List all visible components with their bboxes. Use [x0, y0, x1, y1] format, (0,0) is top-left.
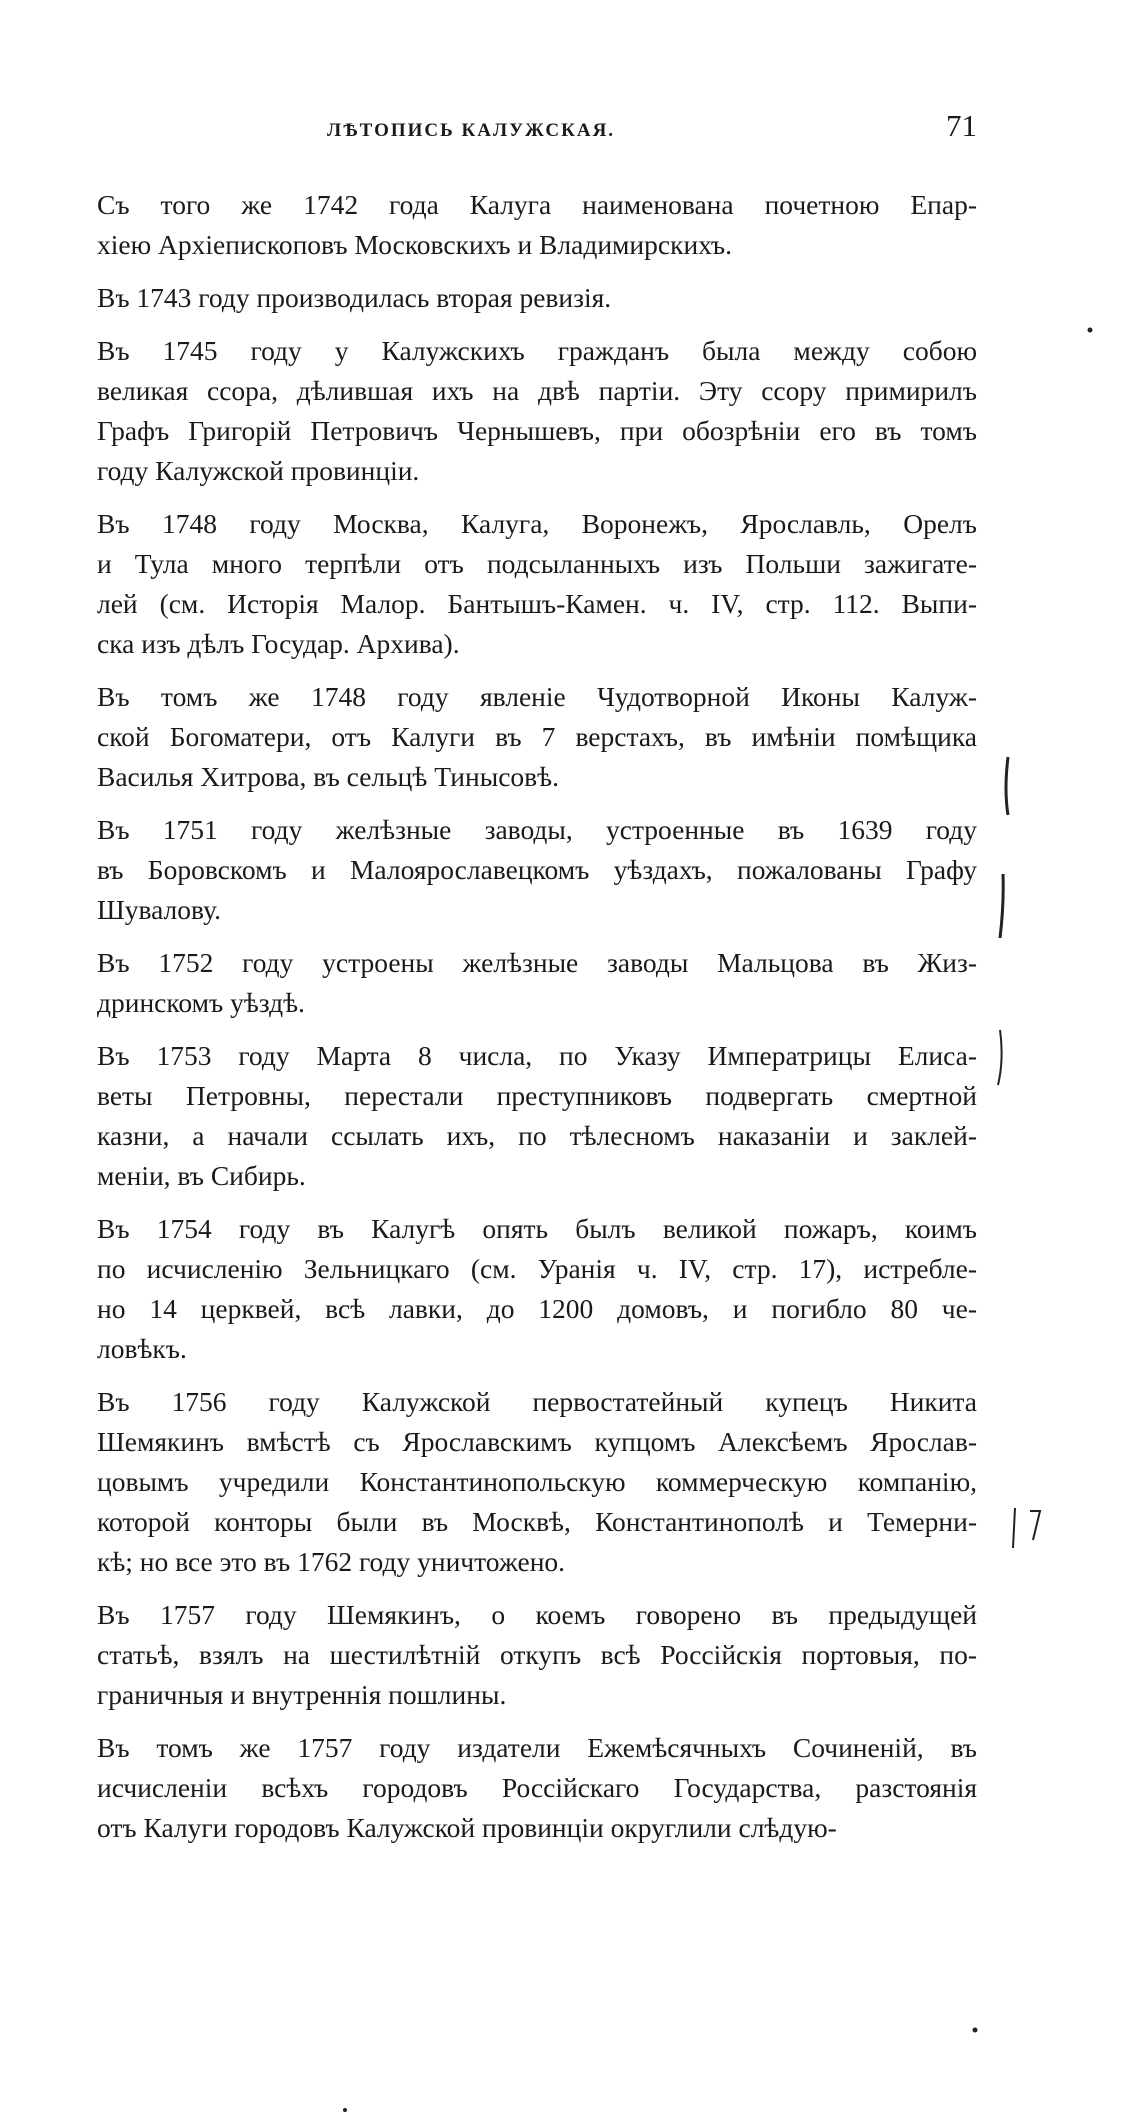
paragraph — [97, 331, 977, 491]
text-line: которой конторы были въ Москвѣ, Константинополѣ и Темерни- — [97, 1506, 977, 1537]
text-line: Въ томъ же 1748 году явленіе Чудотворной Иконы Калуж- — [97, 681, 977, 712]
text-line: казни, а начали ссылать ихъ, по тѣлесномъ наказаніи и заклей- — [97, 1120, 977, 1151]
margin-mark — [1000, 874, 1003, 938]
paragraph — [97, 810, 977, 930]
paragraph — [97, 278, 977, 318]
text-line: Съ того же 1742 года Калуга наименована почетною Епар- — [97, 189, 977, 220]
text-line: Въ 1754 году въ Калугѣ опять былъ великой пожаръ, коимъ — [97, 1213, 977, 1244]
text-line: году Калужской провинціи. — [97, 455, 420, 486]
margin-mark — [1006, 757, 1008, 815]
text-line: Въ 1748 году Москва, Калуга, Воронежъ, Ярославль, Орелъ — [97, 508, 977, 539]
text-line: ска изъ дѣлъ Государ. Архива). — [97, 628, 460, 659]
text-line: веты Петровны, перестали преступниковъ подвергать смертной — [97, 1080, 977, 1111]
running-head — [97, 108, 977, 148]
margin-dot — [343, 2108, 347, 2112]
text-line: Въ 1753 году Марта 8 числа, по Указу Императрицы Елиса- — [97, 1040, 977, 1071]
text-line: Въ 1745 году у Калужскихъ гражданъ была между собою — [97, 335, 977, 366]
paragraph — [97, 1382, 977, 1582]
text-line: Въ 1743 году производилась вторая ревизія. — [97, 282, 612, 313]
text-line: Въ 1757 году Шемякинъ, о коемъ говорено въ предыдущей — [97, 1599, 977, 1630]
text-line: но 14 церквей, всѣ лавки, до 1200 домовъ, и погибло 80 че- — [97, 1293, 977, 1324]
text-line: по исчисленію Зельницкаго (см. Уранія ч. IV, стр. 17), истребле- — [97, 1253, 977, 1284]
paragraph — [97, 1036, 977, 1196]
text-line: Въ томъ же 1757 году издатели Ежемѣсячныхъ Сочиненій, въ — [97, 1732, 977, 1763]
paragraph — [97, 1209, 977, 1369]
text-line: Графъ Григорій Петровичъ Чернышевъ, при обозрѣніи его въ томъ — [97, 415, 977, 446]
text-line: цовымъ учредили Константинопольскую коммерческую компанію, — [97, 1466, 977, 1497]
text-line: Въ 1752 году устроены желѣзные заводы Мальцова въ Жиз- — [97, 947, 977, 978]
text-line: Шемякинъ вмѣстѣ съ Ярославскимъ купцомъ Алексѣемъ Ярослав- — [97, 1426, 977, 1457]
body-text — [97, 185, 977, 1861]
margin-mark — [998, 1030, 1002, 1085]
text-line: ловѣкъ. — [97, 1333, 187, 1364]
text-line: и Тула много терпѣли отъ подсыланныхъ изъ Польши зажигате- — [97, 548, 977, 579]
text-line: хіею Архіепископовъ Московскихъ и Владимирскихъ. — [97, 229, 732, 260]
text-line: дринскомъ уѣздѣ. — [97, 987, 305, 1018]
text-line: въ Боровскомъ и Малоярославецкомъ уѣздахъ, пожалованы Графу — [97, 854, 977, 885]
text-line: исчисленіи всѣхъ городовъ Россійскаго Государства, разстоянія — [97, 1772, 977, 1803]
margin-dot — [1088, 328, 1093, 333]
text-line: ской Богоматери, отъ Калуги въ 7 верстахъ, въ имѣніи помѣщика — [97, 721, 977, 752]
text-line: лей (см. Исторія Малор. Бантышъ-Камен. ч. IV, стр. 112. Выпи- — [97, 588, 977, 619]
margin-dot — [973, 2028, 978, 2033]
paragraph — [97, 185, 977, 265]
text-line: кѣ; но все это въ 1762 году уничтожено. — [97, 1546, 566, 1577]
paragraph — [97, 504, 977, 664]
margin-mark — [1030, 1511, 1040, 1540]
running-title: ЛѢТОПИСЬ КАЛУЖСКАЯ. — [327, 120, 616, 141]
paragraph — [97, 943, 977, 1023]
text-line: статьѣ, взялъ на шестилѣтній откупъ всѣ Россійскія портовыя, по- — [97, 1639, 977, 1670]
text-line: великая ссора, дѣлившая ихъ на двѣ партіи. Эту ссору примирилъ — [97, 375, 977, 406]
margin-mark — [1013, 1508, 1015, 1548]
paragraph — [97, 677, 977, 797]
text-line: Шувалову. — [97, 894, 221, 925]
page-number: 71 — [946, 108, 977, 143]
text-line: отъ Калуги городовъ Калужской провинціи округлили слѣдую- — [97, 1812, 837, 1843]
text-line: граничныя и внутреннія пошлины. — [97, 1679, 507, 1710]
paragraph — [97, 1728, 977, 1848]
text-line: Въ 1756 году Калужской первостатейный купецъ Никита — [97, 1386, 977, 1417]
paragraph — [97, 1595, 977, 1715]
text-line: Въ 1751 году желѣзные заводы, устроенные въ 1639 году — [97, 814, 977, 845]
text-line: Василья Хитрова, въ сельцѣ Тинысовѣ. — [97, 761, 559, 792]
text-line: меніи, въ Сибирь. — [97, 1160, 306, 1191]
